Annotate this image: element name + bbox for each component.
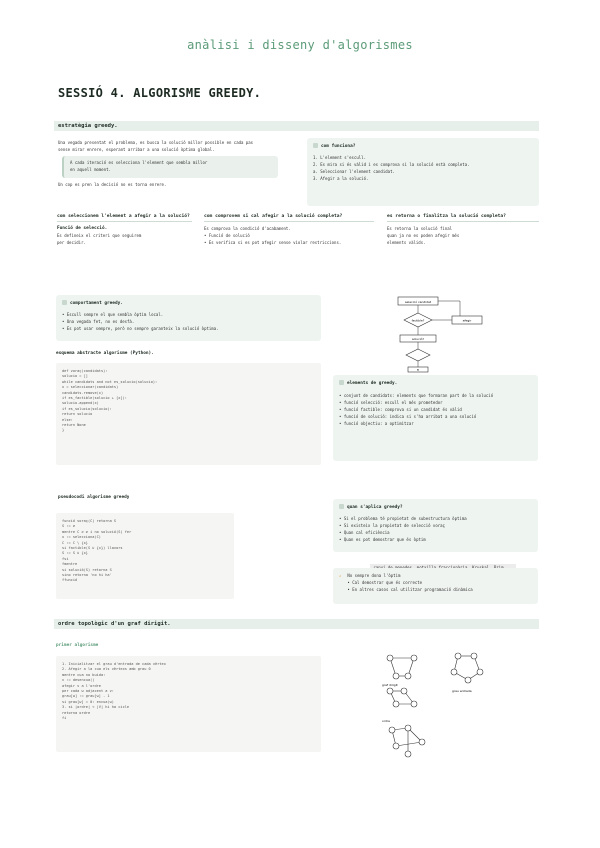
column-title: es retorna o finalitza la solució completa? xyxy=(387,214,539,222)
code-line: def voraç(candidats): xyxy=(62,369,108,373)
graph-node xyxy=(401,688,407,694)
card-item: • conjunt de candidats: elements que formaran part de la solució xyxy=(339,393,494,398)
graph-node xyxy=(405,673,411,679)
column-line: quan ja no es poden afegir més xyxy=(387,232,460,238)
card-item: • Si existeix la propietat de selecció voraç xyxy=(339,523,445,528)
code-line: S := ∅ xyxy=(62,524,75,529)
warning-icon: ⚠ xyxy=(339,573,342,578)
graph-node xyxy=(393,743,399,749)
after-note-line: Un cop es pren la decisió no es torna enrere. xyxy=(58,182,167,187)
column-line: • Funció de solució xyxy=(204,232,250,238)
code-line: while candidats and not es_solucio(solucio): xyxy=(62,379,158,384)
code-line: sino retorna 'no hi ha' xyxy=(62,573,112,578)
code-line: if es_factible(solucio + [x]): xyxy=(62,396,127,401)
card-item: a. Seleccionar l'element candidat. xyxy=(313,169,395,174)
code-line: mentre C ≠ ∅ i no solució(S) fer xyxy=(62,529,132,534)
card-item: 1. L'element s'escull. xyxy=(313,155,366,160)
code-line: ffunció xyxy=(62,578,78,583)
graph-label: graf dirigit xyxy=(382,683,398,687)
column-title: com seleccionem l'element a afegir a la solució? xyxy=(57,214,192,222)
column-finish xyxy=(387,214,539,246)
card-item: • Quan es pot demostrar que és òptim xyxy=(339,537,426,542)
graph-node xyxy=(451,669,457,675)
warning-item: • En altres casos cal utilitzar programació dinàmica xyxy=(347,587,473,592)
elements-card xyxy=(333,375,538,461)
graph-node xyxy=(471,653,477,659)
column-line: Es retorna la solució final xyxy=(387,225,453,231)
code-line: if es_solucio(solucio): xyxy=(62,406,112,411)
code-line: else: xyxy=(62,417,73,422)
column-check xyxy=(204,214,374,246)
flow-label: selecció candidat xyxy=(404,299,432,304)
greedy-flowchart xyxy=(390,293,500,373)
column-line: Funció de selecció. xyxy=(57,225,108,231)
code-line: solucio = [] xyxy=(62,374,88,379)
card-item: • funció selecció: escull el més prometedor xyxy=(339,400,443,405)
warning-item: • Cal demostrar que és correcte xyxy=(347,580,423,585)
graph-node xyxy=(387,688,393,694)
code-block-topological xyxy=(56,656,321,752)
note-box xyxy=(62,156,278,178)
flow-label: afegir xyxy=(462,318,472,323)
list-icon xyxy=(339,380,344,385)
card-title: quan s'aplica greedy? xyxy=(339,504,532,511)
behaviour-card xyxy=(56,295,321,341)
flow-label: solució? xyxy=(411,337,425,341)
graph-node xyxy=(393,673,399,679)
column-selection xyxy=(57,214,192,246)
code-line: S := S ∪ {x} xyxy=(62,551,88,556)
graph-node xyxy=(419,739,425,745)
code-line: per cada w adjacent a v: xyxy=(62,689,114,694)
card-item: • funció de solució: indica si s'ha arribat a una solució xyxy=(339,414,477,419)
code-line: 2. Afegir a la cua els vèrtexs amb grau 0 xyxy=(62,667,151,672)
column-title: com comprovem si cal afegir a la solució completa? xyxy=(204,214,374,222)
graph-node xyxy=(405,751,411,757)
code-block-python xyxy=(56,363,321,465)
graph-node xyxy=(411,701,417,707)
code-line: afegir v a l'ordre xyxy=(62,683,101,688)
document-title: anàlisi i disseny d'algorismes xyxy=(187,38,413,52)
code-line: funció voraç(C) retorna S xyxy=(62,519,117,523)
note-line: en aquell moment. xyxy=(70,167,111,172)
section-band-greedy-strategy: estratègia greedy. xyxy=(54,121,539,131)
flow-label: fi xyxy=(417,367,419,372)
code-line: si grau[w] = 0: encua(w) xyxy=(62,699,114,704)
intro-line: Una vegada presentat el problema, es busca la solució millor possible en cada pas xyxy=(58,140,254,145)
code-block-pseudocode xyxy=(56,513,234,599)
flow-decision xyxy=(406,349,430,361)
code-line: } xyxy=(62,428,65,433)
card-title: com funciona? xyxy=(313,143,533,150)
column-line: per decidir. xyxy=(57,239,86,245)
code-line: C := C \ {x} xyxy=(62,540,88,545)
card-item: 3. Afegir a la solució. xyxy=(313,176,369,181)
code-line: v := desencua() xyxy=(62,678,95,683)
code-line: fmentre xyxy=(62,562,78,567)
graph-node xyxy=(405,725,411,731)
code-line: fsi xyxy=(62,556,69,561)
code-line: si solució(S) retorna S xyxy=(62,567,112,572)
code-line: solucio.append(x) xyxy=(62,401,99,406)
code-line: grau[w] := grau[w] - 1 xyxy=(62,694,110,699)
code-line: x := selecciona(C) xyxy=(62,535,101,540)
graph-label: grau entrada xyxy=(452,689,472,693)
graph-node xyxy=(387,655,393,661)
code-title: pseudocodi algorisme greedy xyxy=(58,495,130,500)
note-line: A cada iteració es selecciona l'element que sembla millor xyxy=(70,160,208,165)
graph-node xyxy=(389,727,395,733)
graph-label: ordre xyxy=(382,719,390,723)
intro-line-2: sense mirar enrere, esperant arribar a una solució òptima global. xyxy=(58,147,215,152)
card-item: • Una vegada fet, no es desfà. xyxy=(62,319,135,324)
section-band-topological-order: ordre topològic d'un graf dirigit. xyxy=(54,619,539,629)
code-title: esquema abstracte algorisme (Python). xyxy=(56,351,154,356)
session-title: SESSIÓ 4. ALGORISME GREEDY. xyxy=(58,86,262,100)
warning-item: No sempre dona l'òptim xyxy=(347,573,401,578)
code-line: return None xyxy=(62,423,86,428)
card-item: • Si el problema té propietat de subestructura òptima xyxy=(339,516,467,521)
card-item: • Es pot usar sempre, però no sempre garanteix la solució òptima. xyxy=(62,326,219,331)
graph-node xyxy=(411,655,417,661)
how-it-works-card xyxy=(307,138,539,206)
graph-node xyxy=(465,677,471,683)
column-line: Es comprova la condició d'acabament. xyxy=(204,225,291,231)
code-line: retorna ordre xyxy=(62,710,91,715)
card-title: elements de greedy. xyxy=(339,380,532,387)
code-line: x = seleccionar(candidats) xyxy=(62,385,119,390)
card-title: comportament greedy. xyxy=(62,300,315,307)
graph-node xyxy=(455,653,461,659)
code-line: mentre cua no buida: xyxy=(62,672,106,677)
directed-graph-figure xyxy=(378,646,518,762)
column-line: elements vàlids. xyxy=(387,239,426,245)
subsection-title: primer algorisme xyxy=(56,643,99,648)
code-line: return solucio xyxy=(62,412,93,417)
warning-card xyxy=(333,568,538,604)
card-item: 2. Es mira si és vàlid i es comprova si la solució està completa. xyxy=(313,162,470,167)
bulb-icon xyxy=(62,300,67,305)
card-item: • funció objectiu: a optimitzar xyxy=(339,421,414,426)
code-line: candidats.remove(x) xyxy=(62,390,104,395)
card-item: • Quan cal eficiència xyxy=(339,530,390,535)
code-line: fi xyxy=(62,716,67,721)
column-line: • Es verifica si es pot afegir sense violar restriccions. xyxy=(204,239,342,245)
when-greedy-card xyxy=(333,499,538,552)
column-line: Es defineix el criteri que seguirem xyxy=(57,232,142,238)
bulb-icon xyxy=(313,143,318,148)
code-line: si factible(S ∪ {x}) llavors xyxy=(62,546,123,551)
question-icon xyxy=(339,504,344,509)
graph-node xyxy=(393,701,399,707)
code-line: 3. si |ordre| < |V| hi ha cicle xyxy=(62,705,130,710)
card-item: • Escull sempre el que sembla òptim local. xyxy=(62,312,164,317)
card-item: • funció factible: comprova si un candidat és vàlid xyxy=(339,407,462,412)
code-line: 1. Inicialitzar el grau d'entrada de cada vèrtex xyxy=(62,662,166,666)
graph-node xyxy=(477,669,483,675)
flow-label: factible? xyxy=(411,318,425,323)
